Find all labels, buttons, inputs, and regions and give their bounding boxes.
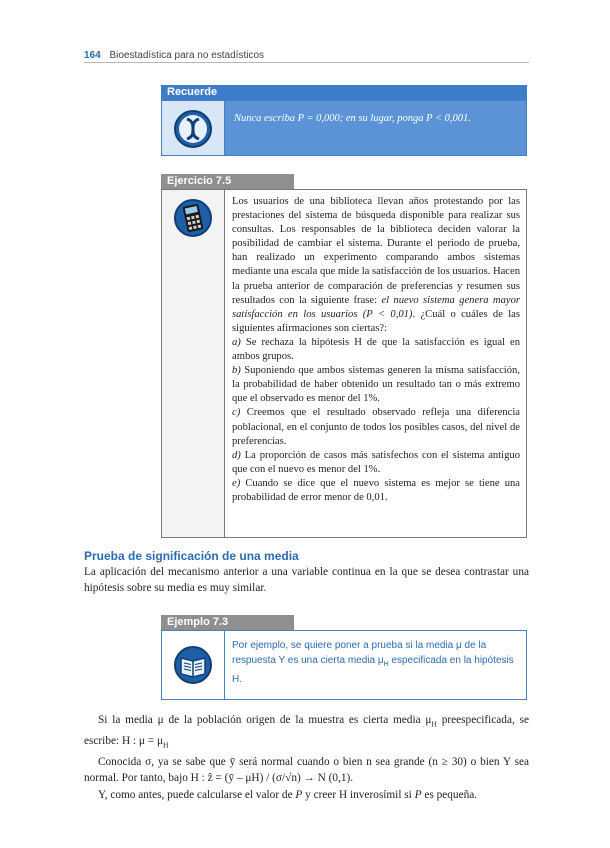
- body-p3-b: y creer H inverosímil si: [302, 788, 415, 801]
- body-paragraph-2: Conocida σ, ya se sabe que ȳ será normal cuando o bien n sea grande (n ≥ 30) o bien Y sea normal. Por tanto, bajo H : ẑ = (ȳ – μH) / (σ/√n) → N (0,1).: [84, 755, 529, 784]
- recuerde-box: [161, 100, 527, 156]
- body-p3-p: P: [295, 788, 303, 801]
- body-p1-sub2: H: [163, 740, 169, 749]
- option-a-text: Se rechaza la hipótesis H de que la satisfacción es igual en ambos grupos.: [232, 336, 520, 363]
- option-b-letter: b): [232, 365, 241, 377]
- section-paragraph: La aplicación del mecanismo anterior a una variable continua en la que se desea contrastar una hipótesis sobre su media es muy similar.: [84, 566, 529, 594]
- option-a: [232, 336, 520, 364]
- ejemplo-text-a: Por ejemplo, se quiere poner a prueba si la media μ de la respuesta Y es una cierta media μ: [232, 640, 487, 666]
- recuerde-text: Nunca escriba P = 0,000; en su lugar, ponga P < 0,001.: [234, 113, 471, 124]
- running-header: [84, 50, 264, 61]
- ejemplo-text-b: especificada en la hipótesis H.: [232, 655, 514, 685]
- ejercicio-question-text: . ¿Cuál o cuáles de las siguientes afirmaciones son ciertas?:: [232, 308, 520, 334]
- ejercicio-box: [161, 189, 527, 538]
- body-paragraph-3: [84, 787, 529, 804]
- book-title: Bioestadística para no estadísticos: [109, 50, 264, 61]
- option-d: [232, 449, 520, 477]
- ejercicio-label: Ejercicio 7.5: [161, 174, 294, 189]
- header-rule: [84, 62, 529, 63]
- book-icon: [173, 645, 213, 685]
- page-number: 164: [84, 50, 101, 61]
- body-p3-a: Y, como antes, puede calcularse el valor de: [98, 788, 296, 801]
- option-a-letter: a): [232, 336, 241, 348]
- option-d-text: La proporción de casos más satisfechos con el sistema antiguo que con el nuevo es menor del 1%.: [232, 449, 520, 475]
- knot-icon: [173, 109, 213, 149]
- ejemplo-box: [161, 630, 527, 700]
- option-c-text: Creemos que el resultado observado refleja una diferencia poblacional, en el conjunto de todos los posibles casos, del nivel de preferencias.: [232, 407, 520, 447]
- ejemplo-subscript: H: [383, 661, 389, 668]
- option-b: [232, 364, 520, 406]
- body-p1-b: preespecificada, se escribe: H : μ = μ: [84, 714, 529, 747]
- ejercicio-text: [232, 195, 520, 505]
- ejercicio-icon-cell: [162, 190, 225, 537]
- ejemplo-label: Ejemplo 7.3: [161, 615, 294, 630]
- ejercicio-quote: el nuevo sistema genera mayor satisfacción en los usuarios (P < 0,01): [232, 294, 520, 320]
- ejemplo-icon-cell: [162, 631, 225, 699]
- recuerde-icon-cell: [162, 101, 225, 155]
- recuerde-label: Recuerde: [161, 85, 527, 100]
- body-paragraph-1: [84, 712, 529, 754]
- option-e-text: Cuando se dice que el nuevo sistema es mejor se tiene una probabilidad de error menor de 0,01.: [232, 477, 520, 503]
- option-e-letter: e): [232, 477, 241, 489]
- option-c: [232, 406, 520, 448]
- body-p1-sub: H: [431, 719, 437, 729]
- option-d-letter: d): [232, 449, 241, 461]
- body-p1-a: Si la media μ de la población origen de la muestra es cierta media μ: [98, 714, 432, 726]
- ejemplo-text: [232, 638, 520, 687]
- option-b-text: Suponiendo que ambos sistemas generen la misma satisfacción, la probabilidad de haber obtenido un resultado tan o más extremo que el observado es menor del 1%.: [232, 365, 520, 405]
- option-e: [232, 477, 520, 505]
- body-p3-p2: P: [414, 788, 422, 801]
- ejercicio-question: [232, 195, 520, 336]
- ejercicio-intro: Los usuarios de una biblioteca llevan años protestando por las prestaciones del sistema de búsqueda disponible para realizar sus consultas. Los responsables de la biblioteca deciden valorar la posibilidad de cambiar el sistema. Durante el periodo de prueba, han realizado un experimento comparando ambos sistemas mediante una escala que mide la satisfacción de los usuarios. Hacen la prueba anterior de comparación de preferencias y resumen sus resultados con la siguiente frase:: [232, 196, 520, 306]
- section-title: Prueba de significación de una media: [84, 549, 299, 563]
- body-p3-c: es pequeña.: [421, 788, 478, 801]
- option-c-letter: c): [232, 407, 241, 419]
- calculator-icon: [173, 198, 213, 238]
- body-text: [84, 712, 529, 803]
